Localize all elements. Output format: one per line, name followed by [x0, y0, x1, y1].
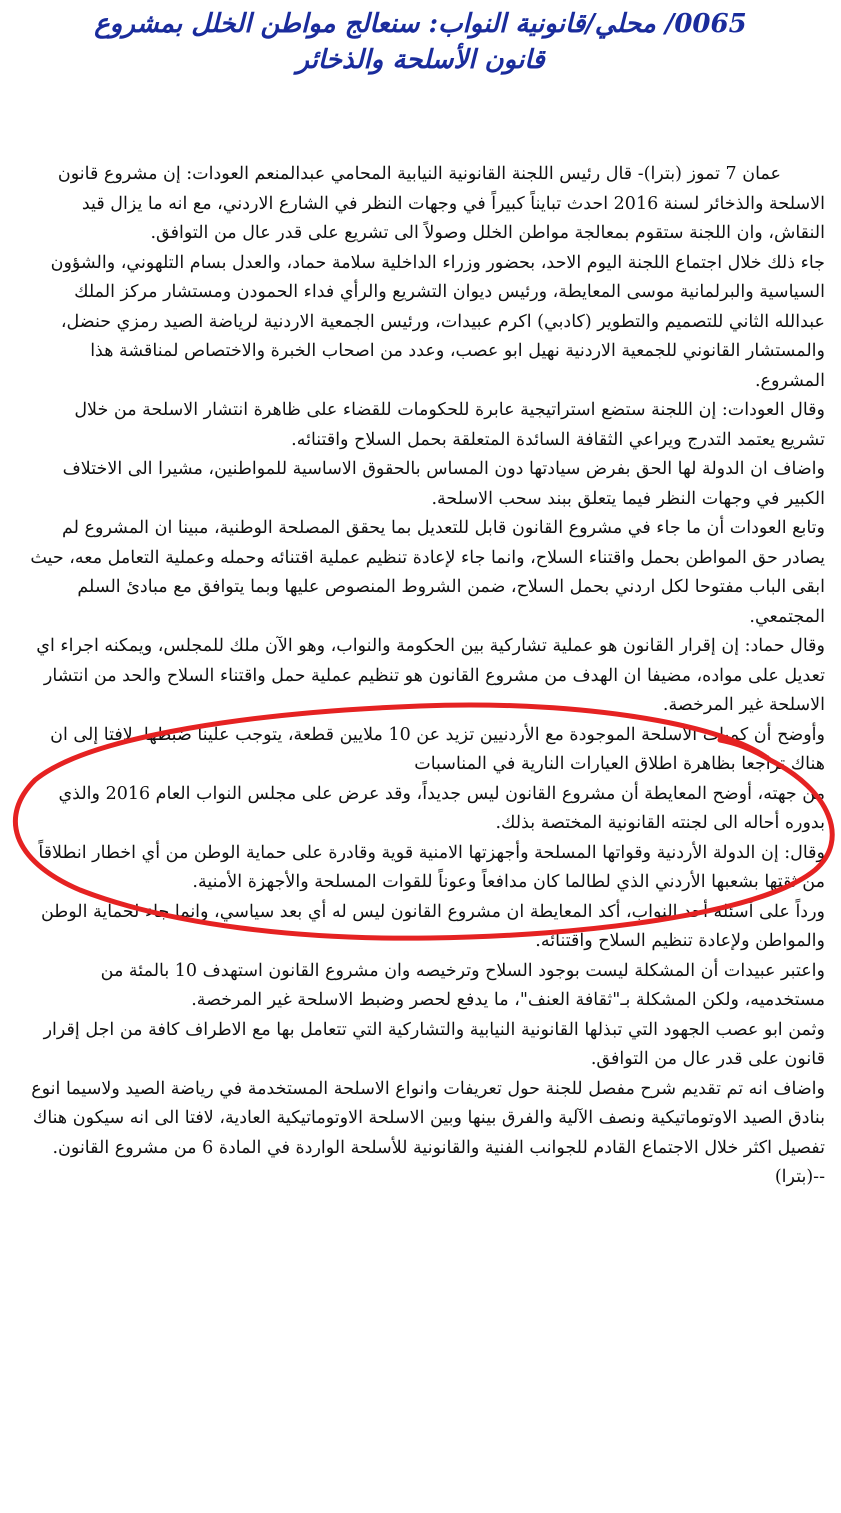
article-body	[30, 160, 825, 1193]
headline	[20, 6, 821, 78]
paragraph-culture-of-violence: واعتبر عبيدات أن المشكلة ليست بوجود السلاح وترخيصه وان مشروع القانون استهدف 10 بالمئة من مستخدميه، ولكن المشكلة بـ"ثقافة العنف"، ما يدفع لحصر وضبط الاسلحة غير المرخصة.	[100, 960, 825, 1010]
paragraph-hunting-weapons: واضاف انه تم تقديم شرح مفصل للجنة حول تعريفات وانواع الاسلحة المستخدمة في رياضة الصيد ولاسيما انوع بنادق الصيد الاوتوماتيكية ونصف الآلية والفرق بينها وبين الاسلحة الاوتوماتيكية العادية، لافتا الى انه سيكون هناك تفصيل اكثر خلال الاجتماع القادم للجوانب الفنية والقانونية للأسلحة الواردة في المادة 6 من مشروع القانون.	[31, 1078, 825, 1158]
paragraph-weapon-quantities: وأوضح أن كميات الأسلحة الموجودة مع الأردنيين تزيد عن 10 ملايين قطعة، يتوجب علينا ضبطها، لافتا إلى ان هناك تراجعا بظاهرة اطلاق العيارات النارية في المناسبات	[50, 724, 825, 774]
paragraph-sovereignty: واضاف ان الدولة لها الحق بفرض سيادتها دون المساس بالحقوق الاساسية للمواطنين، مشيرا الى الاختلاف الكبير في وجهات النظر فيما يتعلق ببند سحب الاسلحة.	[62, 459, 825, 509]
paragraph-amendment: وتابع العودات أن ما جاء في مشروع القانون قابل للتعديل بما يحقق المصلحة الوطنية، مبينا ان المشروع لم يصادر حق المواطن بحمل واقتناء السلاح، وانما جاء لإعادة تنظيم عملية اقتنائه وحمله وعملية التعامل معه، حيث ابقى الباب مفتوحا لكل اردني بحمل السلاح، ضمن الشروط المنصوص عليها وبما يتوافق مع مبادئ السلم المجتمعي.	[30, 518, 825, 627]
paragraph-maaytah-statement: من جهته، أوضح المعايطة أن مشروع القانون ليس جديداً، وقد عرض على مجلس النواب العام 2016 والذي بدوره أحاله الى لجنته القانونية المختصة بذلك.	[58, 783, 825, 833]
paragraph-intro: عمان 7 تموز (بترا)- قال رئيس اللجنة القانونية النيابية المحامي عبدالمنعم العودات: إن مشروع قانون الاسلحة والذخائر لسنة 2016 احدث تبايناً كبيراً في وجهات النظر في الشارع الاردني، مع انه ما يزال قيد النقاش، وان اللجنة ستقوم بمعالجة مواطن الخلل وصولاً الى تشريع على قدر عال من التوافق.	[57, 164, 825, 243]
paragraph-strategy: وقال العودات: إن اللجنة ستضع استراتيجية عابرة للحكومات للقضاء على ظاهرة انتشار الاسلحة من خلال تشريع يعتمد التدرج ويراعي الثقافة السائدة المتعلقة بحمل السلاح واقتنائه.	[74, 400, 825, 450]
headline-line-2: قانون الأسلحة والذخائر	[296, 45, 545, 75]
paragraph-no-political-dimension: ورداً على أسئلة أحد النواب، أكد المعايطة ان مشروع القانون ليس له أي بعد سياسي، وانما جاء لحماية الوطن والمواطن ولإعادة تنظيم السلاح واقتنائه.	[40, 901, 825, 951]
paragraph-state-strength: وقال: إن الدولة الأردنية وقواتها المسلحة وأجهزتها الامنية قوية وقادرة على حماية الوطن من أي اخطار انطلاقاً من ثقتها بشعبها الأردني الذي لطالما كان مدافعاً وعوناً للقوات المسلحة والأجهزة الأمنية.	[38, 842, 825, 892]
paragraph-hammad-statement: وقال حماد: إن إقرار القانون هو عملية تشاركية بين الحكومة والنواب، وهو الآن ملك للمجلس، ويمكنه اجراء اي تعديل على مواده، مضيفا ان الهدف من مشروع القانون هو تنظيم عملية حمل واقتناء السلاح والحد من انتشار الاسلحة غير المرخصة.	[36, 636, 825, 715]
paragraph-meeting-attendees: جاء ذلك خلال اجتماع اللجنة اليوم الاحد، بحضور وزراء الداخلية سلامة حماد، والعدل بسام التلهوني، والشؤون السياسية والبرلمانية موسى المعايطة، ورئيس ديوان التشريع والرأي فداء الحمودن ومستشار مركز الملك عبدالله الثاني للتصميم والتطوير (كادبي) اكرم عبيدات، ورئيس الجمعية الاردنية لرياضة الصيد رمزي حنضل، والمستشار القانوني للجمعية الاردنية نهيل ابو عصب، وعدد من اصحاب الخبرة والاختصاص لمناقشة هذا المشروع.	[50, 252, 825, 391]
headline-line-1: 0065/ محلي/قانونية النواب: سنعالج مواطن الخلل بمشروع	[94, 9, 747, 39]
paragraph-source-credit: --(بترا)	[774, 1167, 825, 1187]
paragraph-abu-asab-praise: وثمن ابو عصب الجهود التي تبذلها القانونية النيابية والتشاركية التي تتعامل بها مع الاطراف كافة من اجل إقرار قانون على قدر عال من التوافق.	[43, 1019, 825, 1069]
